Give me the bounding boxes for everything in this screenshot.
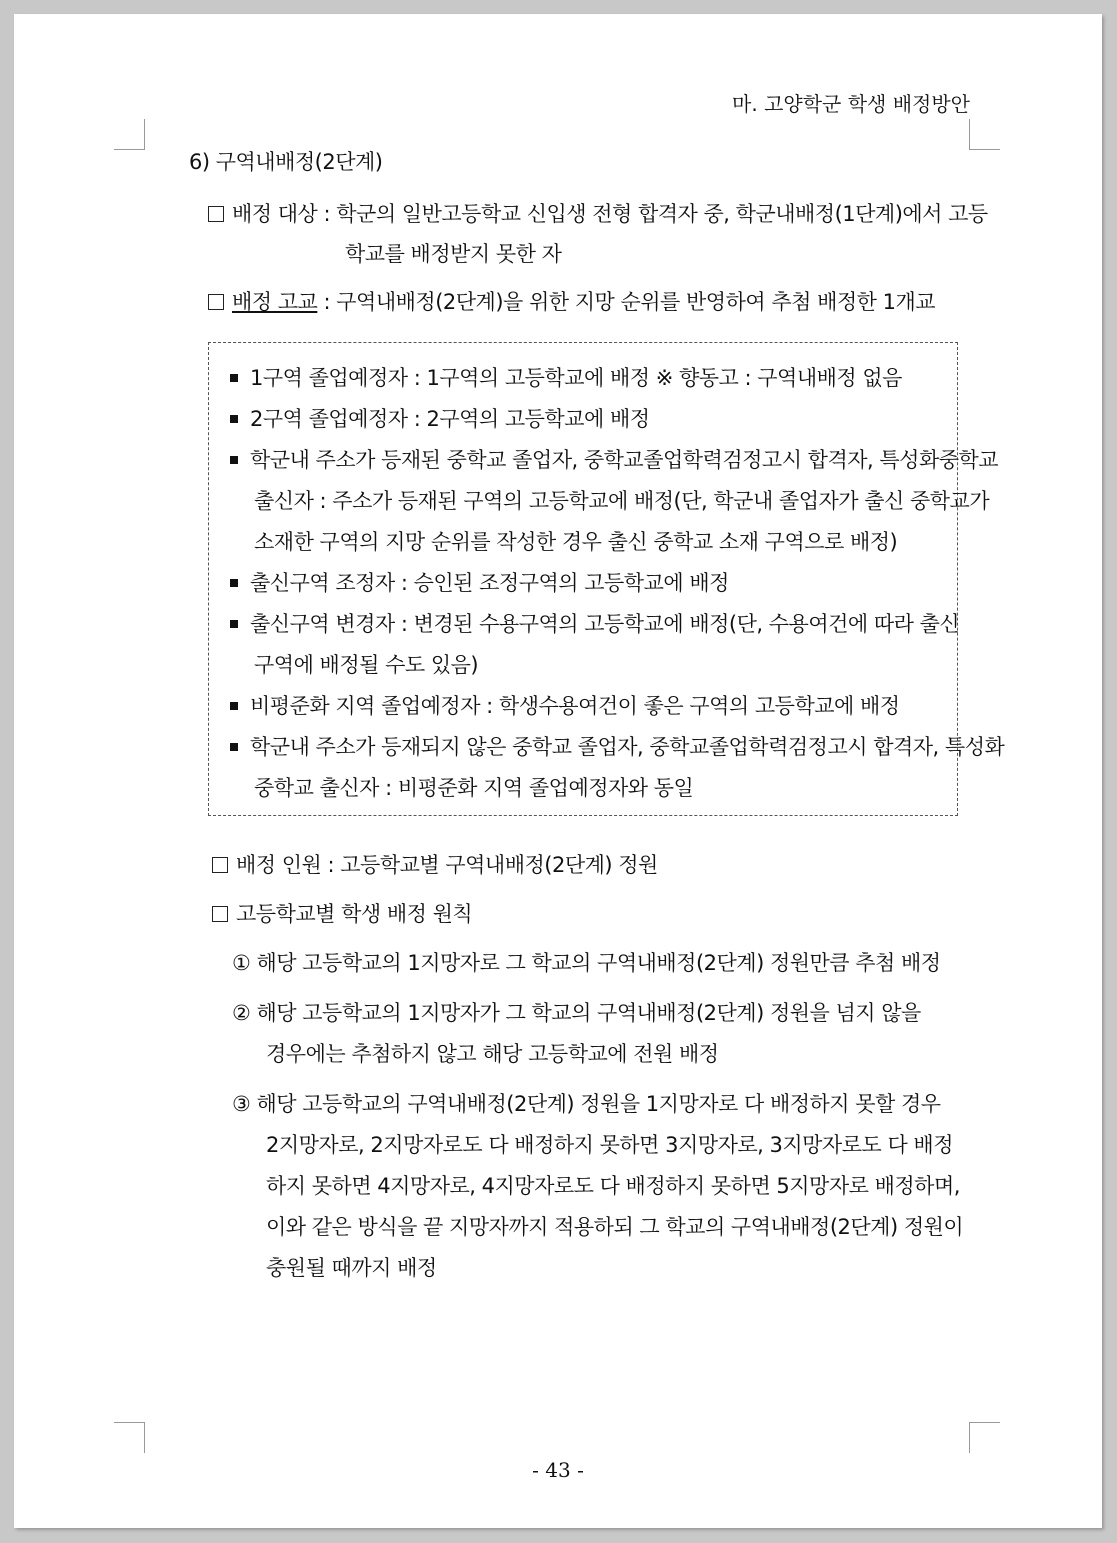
running-header: 마. 고양학군 학생 배정방안 [732, 92, 970, 116]
principle-item [232, 999, 921, 1027]
rule-item [230, 446, 998, 474]
school-label: 배정 고교 [232, 290, 318, 314]
checkbox-square-icon [212, 857, 228, 873]
page-number: - 43 - [532, 1458, 584, 1482]
target-line [208, 200, 988, 228]
rule-item-text: 중학교 출신자 : 비평준화 지역 졸업예정자와 동일 [254, 776, 694, 800]
principle-item-text: 2지망자로, 2지망자로도 다 배정하지 못하면 3지망자로, 3지망자로도 다 배정 [266, 1133, 953, 1157]
principle-item-text: ③ 해당 고등학교의 구역내배정(2단계) 정원을 1지망자로 다 배정하지 못할 경우 [232, 1092, 941, 1116]
crop-mark [969, 119, 1000, 150]
document-page [14, 14, 1102, 1528]
rule-item-text: 학군내 주소가 등재된 중학교 졸업자, 중학교졸업학력검정고시 합격자, 특성화중학교 [250, 448, 999, 472]
school-line [208, 288, 935, 316]
principle-item [266, 1040, 719, 1068]
principle-item [232, 1090, 941, 1118]
rule-item-text: 2구역 졸업예정자 : 2구역의 고등학교에 배정 [250, 407, 650, 431]
rule-item-text: 1구역 졸업예정자 : 1구역의 고등학교에 배정 ※ 향동고 : 구역내배정 없음 [250, 366, 902, 390]
rule-item [230, 610, 959, 638]
quota-text: 배정 인원 : 고등학교별 구역내배정(2단계) 정원 [236, 853, 658, 877]
square-bullet-icon [230, 702, 238, 710]
rule-item-text: 출신자 : 주소가 등재된 구역의 고등학교에 배정(단, 학군내 졸업자가 출신 중학교가 [254, 489, 990, 513]
section-title: 6) 구역내배정(2단계) [189, 150, 383, 174]
checkbox-square-icon [212, 906, 228, 922]
rule-item [230, 405, 650, 433]
principle-item [266, 1254, 437, 1282]
principle-item-text: ① 해당 고등학교의 1지망자로 그 학교의 구역내배정(2단계) 정원만큼 추첨 배정 [232, 951, 941, 975]
principle-title-text: 고등학교별 학생 배정 원칙 [236, 902, 473, 926]
rule-item [254, 487, 989, 515]
square-bullet-icon [230, 415, 238, 423]
principle-item-text: 이와 같은 방식을 끝 지망자까지 적용하되 그 학교의 구역내배정(2단계) 정원이 [266, 1215, 964, 1239]
rule-item-text: 출신구역 변경자 : 변경된 수용구역의 고등학교에 배정(단, 수용여건에 따라 출신 [250, 612, 960, 636]
principle-item [266, 1131, 953, 1159]
rule-item [230, 733, 1004, 761]
target-label: 배정 대상 [232, 202, 318, 226]
rule-item [254, 774, 693, 802]
principle-title [212, 900, 472, 928]
square-bullet-icon [230, 620, 238, 628]
rule-item [230, 692, 900, 720]
rule-item-text: 학군내 주소가 등재되지 않은 중학교 졸업자, 중학교졸업학력검정고시 합격자, 특성화 [250, 735, 1005, 759]
rule-item-text: 구역에 배정될 수도 있음) [254, 653, 479, 677]
rule-item [230, 364, 902, 392]
principle-item [266, 1213, 963, 1241]
crop-mark [114, 1422, 145, 1453]
rule-item [230, 569, 729, 597]
crop-mark [969, 1422, 1000, 1453]
checkbox-square-icon [208, 206, 224, 222]
principle-item [266, 1172, 960, 1200]
square-bullet-icon [230, 374, 238, 382]
square-bullet-icon [230, 456, 238, 464]
square-bullet-icon [230, 743, 238, 751]
square-bullet-icon [230, 579, 238, 587]
checkbox-square-icon [208, 294, 224, 310]
principle-item-text: ② 해당 고등학교의 1지망자가 그 학교의 구역내배정(2단계) 정원을 넘지 않을 [232, 1001, 921, 1025]
quota-line [212, 851, 658, 879]
rule-item-text: 비평준화 지역 졸업예정자 : 학생수용여건이 좋은 구역의 고등학교에 배정 [250, 694, 900, 718]
principle-item-text: 경우에는 추첨하지 않고 해당 고등학교에 전원 배정 [266, 1042, 719, 1066]
school-text: : 구역내배정(2단계)을 위한 지망 순위를 반영하여 추첨 배정한 1개교 [323, 290, 936, 314]
rule-item-text: 출신구역 조정자 : 승인된 조정구역의 고등학교에 배정 [250, 571, 729, 595]
principle-item-text: 충원될 때까지 배정 [266, 1256, 437, 1280]
rule-item [254, 651, 478, 679]
target-text: : 학군의 일반고등학교 신입생 전형 합격자 중, 학군내배정(1단계)에서 고등 [323, 202, 988, 226]
crop-mark [114, 119, 145, 150]
principle-item [232, 949, 941, 977]
rule-item [254, 528, 897, 556]
rule-item-text: 소재한 구역의 지망 순위를 작성한 경우 출신 중학교 소재 구역으로 배정) [254, 530, 898, 554]
principle-item-text: 하지 못하면 4지망자로, 4지망자로도 다 배정하지 못하면 5지망자로 배정하며, [266, 1174, 960, 1198]
target-text-cont: 학교를 배정받지 못한 자 [345, 242, 562, 266]
